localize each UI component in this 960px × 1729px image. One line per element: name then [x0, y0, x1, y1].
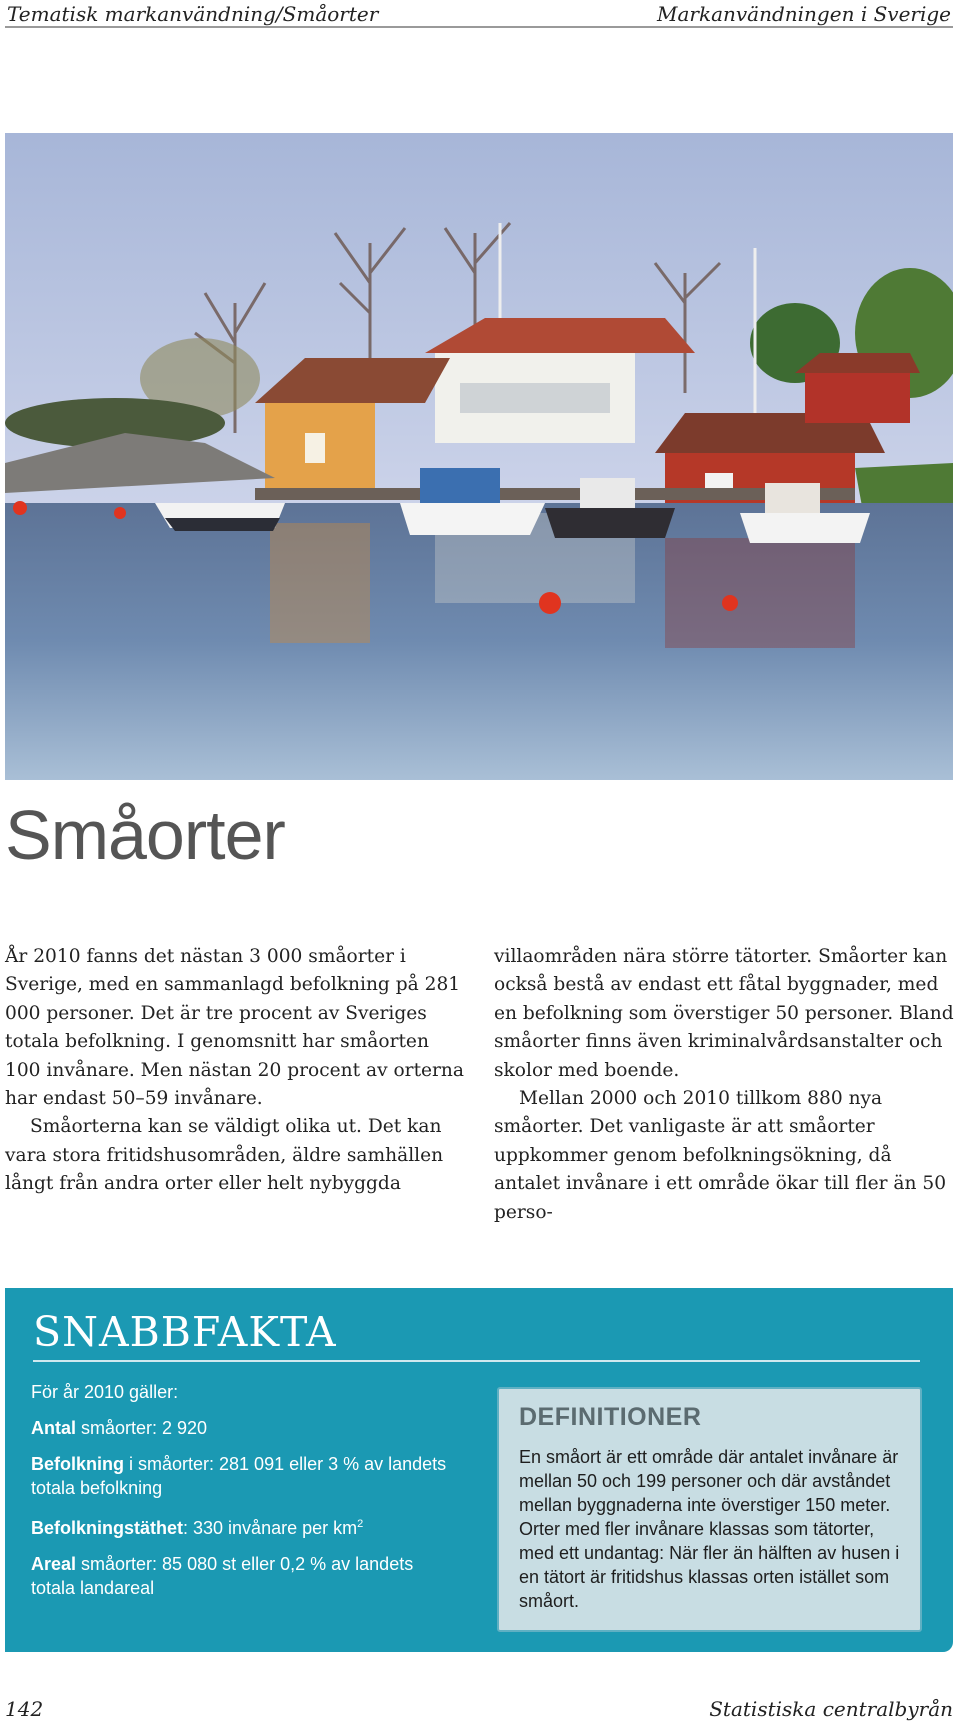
fact-superscript: 2	[357, 1518, 364, 1530]
body-paragraph: Småorterna kan se väldigt olika ut. Det kan vara stora fritidshusområden, äldre samhällen långt från andra orter eller helt nybyggda	[5, 1116, 444, 1195]
header-book-title: Markanvändningen i Sverige	[656, 2, 951, 26]
body-column-right	[494, 943, 954, 1227]
fact-label: Areal	[31, 1554, 77, 1574]
fact-value: småorter: 85 080 st eller 0,2 % av landets totala landareal	[31, 1554, 414, 1598]
body-paragraph: villaområden nära större tätorter. Småorter kan också bestå av endast ett fåtal byggnader, med en befolkning som överstiger 50 personer. Bland småorter finns även kriminalvårdsanstalter och skolor med boende.	[494, 946, 954, 1081]
definitioner-title: DEFINITIONER	[519, 1403, 702, 1431]
snabbfakta-divider	[33, 1360, 920, 1362]
page-number: 142	[5, 1697, 44, 1721]
fact-value: i småorter: 281 091 eller 3 % av landets totala befolkning	[31, 1454, 447, 1498]
page-header	[5, 0, 953, 28]
fact-label: Befolkningstäthet	[31, 1518, 184, 1538]
body-paragraph: Mellan 2000 och 2010 tillkom 880 nya småorter. Det vanligaste är att småorter uppkommer genom befolkningsökning, då antalet invånare i ett område ökar till fler än 50 perso-	[494, 1088, 947, 1223]
fact-areal	[31, 1552, 461, 1600]
fact-tathet	[31, 1512, 461, 1540]
definitioner-box	[497, 1387, 922, 1632]
definitioner-text: En småort är ett område där antalet invånare är mellan 50 och 199 personer och där avståndet mellan byggnaderna inte överstiger 150 meter. Orter med fler invånare klassas som tätorter, med ett undantag: När fler än hälften av husen i en tätort är fritidshus klassas orten istället som småort.	[519, 1447, 900, 1611]
fact-intro: För år 2010 gäller:	[31, 1382, 179, 1402]
harbor-photo	[5, 133, 953, 780]
fact-label: Antal	[31, 1418, 76, 1438]
snabbfakta-title: SNABBFAKTA	[33, 1308, 337, 1356]
body-paragraph: År 2010 fanns det nästan 3 000 småorter i Sverige, med en sammanlagd befolkning på 281 000 personer. Det är tre procent av Sveriges totala befolkning. I genomsnitt har småorten 100 invånare. Men nästan 20 procent av orterna har endast 50–59 invånare.	[5, 946, 464, 1110]
header-section-title: Tematisk markanvändning/Småorter	[7, 2, 379, 26]
fact-befolkning	[31, 1452, 461, 1500]
fact-value: småorter: 2 920	[76, 1418, 208, 1438]
page-title: Småorter	[5, 796, 285, 874]
fact-antal	[31, 1416, 461, 1440]
snabbfakta-list	[31, 1380, 461, 1612]
fact-label: Befolkning	[31, 1454, 124, 1474]
body-column-left	[5, 943, 467, 1199]
publisher-name: Statistiska centralbyrån	[709, 1697, 953, 1721]
fact-value: : 330 invånare per km	[183, 1518, 358, 1538]
snabbfakta-box	[5, 1288, 953, 1652]
